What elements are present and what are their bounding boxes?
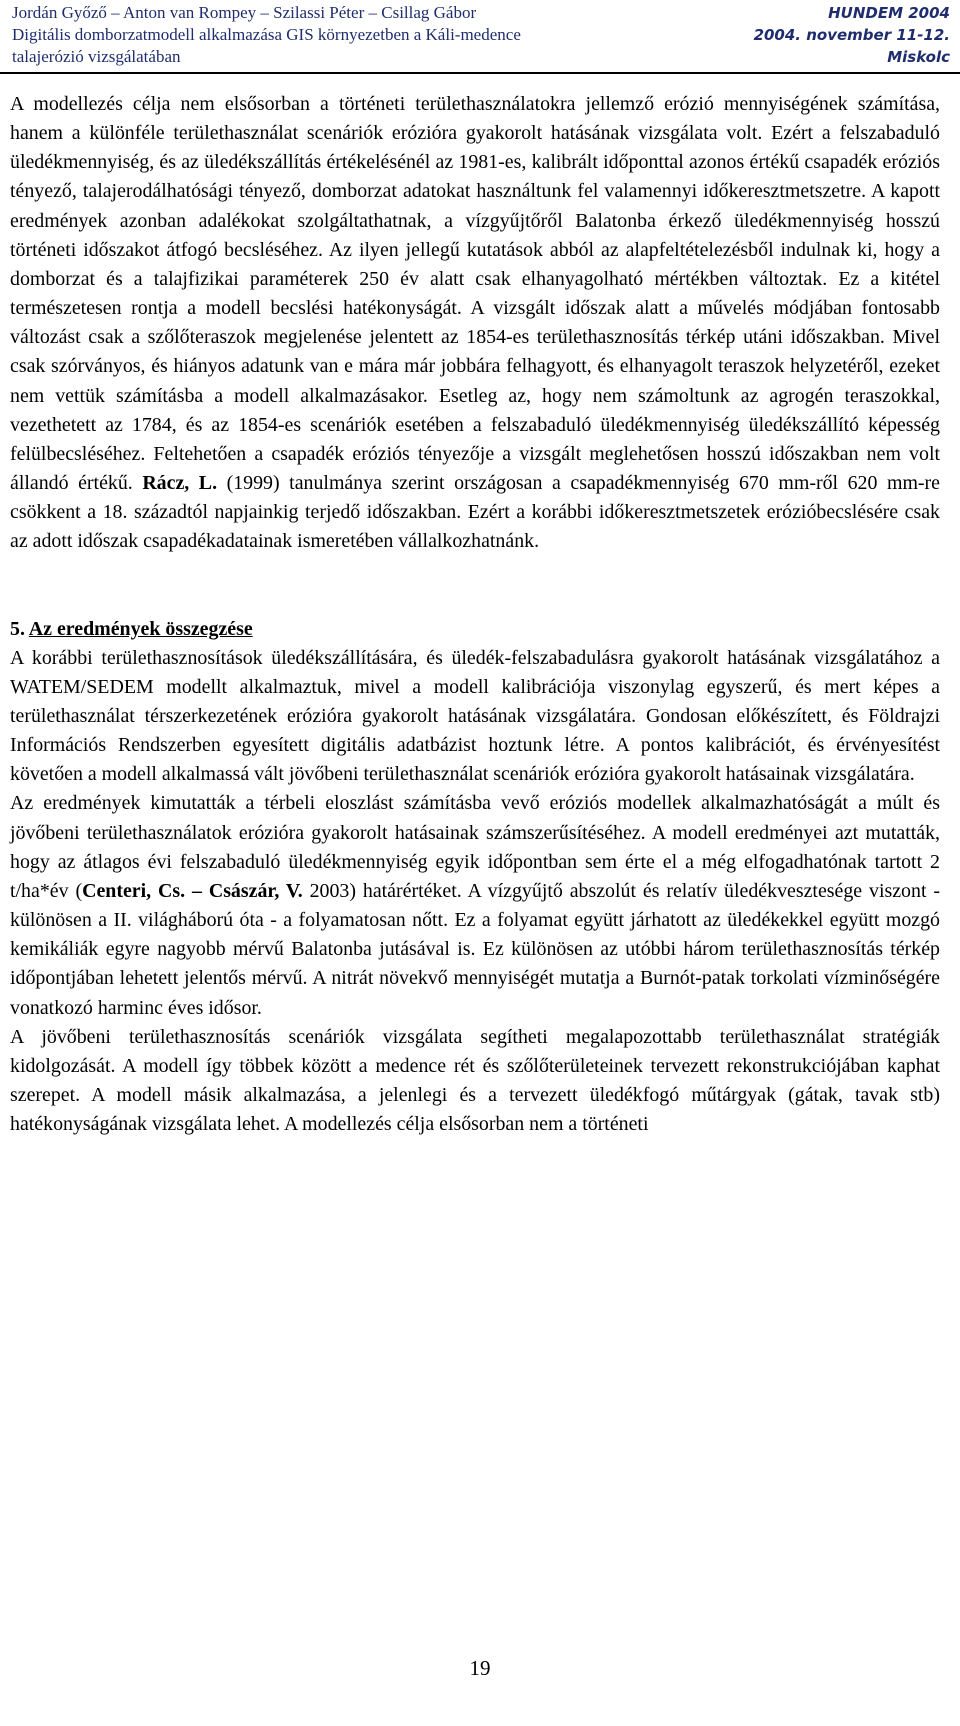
citation-racz: Rácz, L.: [142, 472, 218, 495]
body-paragraph-4: A jövőbeni területhasznosítás scenáriók vizsgálata segítheti megalapozottabb területhasználat stratégiák kidolgozását. A modell így többek között a medence rét és szőlőterületeinek tervezett rekonstrukciójában kaphat szerepet. A modell másik alkalmazása, a jelenlegi és a tervezett üledékfogó műtárgyak (gátak, tavak stb) hatékonyságának vizsgálata lehet. A modellezés célja elsősorban nem a történeti: [10, 1025, 940, 1136]
paragraph-1-text-a: A modellezés célja nem elsősorban a történeti területhasználatokra jellemző erózió mennyiségének számítása, hanem a különféle területhasználat scenáriók erózióra gyakorolt hatásának vizsgálata volt. Ezért a felszabaduló üledékmennyiség, és az üledékszállítás értékelésénél az 1981-es, kalibrált időponttal azonos értékű csapadék eróziós tényező, talajerodálhatósági tényező, domborzat adatokat használtunk fel valamennyi időkeresztmetszetre. A kapott eredmények azonban adalékokat szolgáltathatnak, a vízgyűjtőről Balatonba érkező üledékmennyiség hosszú történeti időszakot átfogó becsléséhez. Az ilyen jellegű kutatások abból az alapfeltételezésből indulnak ki, hogy a domborzat és a talajfizikai paraméterek 250 év alatt csak elhanyagolható mértékben változtak. Ez a kitétel természetesen rontja a modell becslési hatékonyságát. A vizsgált időszak alatt a művelés módjában fontosabb változást csak a szőlőteraszok megjelenése jelentett az 1854-es területhasznosítás térkép utáni időszakban. Mivel csak szórványos, és hiányos adatunk van e mára már jobbára felhagyott, és elhanyagolt teraszok helyzetéről, ezeket nem vettük számításba a modell alkalmazásakor. Esetleg az, hogy nem számoltunk az agrogén teraszokkal, vezethetett az 1784, és az 1854-es scenáriók esetében a felszabaduló üledékmennyiség üledékszállító képesség felülbecsléséhez. Feltehetően a csapadék eróziós tényezője a vizsgált meglehetősen hosszú időszakban nem volt állandó értékű.: [10, 93, 940, 495]
header-conference-name: HUNDEM 2004: [828, 4, 950, 22]
section-number: 5.: [10, 617, 29, 640]
running-header: [0, 0, 960, 74]
citation-centeri: Centeri, Cs. – Császár, V.: [82, 879, 303, 902]
header-conference-place: Miskolc: [887, 48, 950, 66]
header-title-line-2: talajerózió vizsgálatában: [12, 47, 181, 66]
paragraph-3-text-a: Az eredmények kimutatták a térbeli eloszlást számításba vevő eróziós modellek alkalmazhatóságát a múlt és jövőbeni területhasználatok erózióra gyakorolt hatásainak számszerűsítéséhez. A modell eredményei azt mutatták, hogy az átlagos évi felszabaduló üledékmennyiség egyik időpontban sem érte el a még elfogadhatónak tartott 2 t/ha*év (: [10, 792, 940, 902]
body-paragraph-2: A korábbi területhasznosítások üledékszállítására, és üledék-felszabadulásra gyakorolt hatásának vizsgálatához a WATEM/SEDEM modellt alkalmaztuk, mivel a modell kalibrációja viszonylag egyszerű, és mert képes a területhasználat térszerkezetének erózióra gyakorolt hatásának vizsgálatára. Gondosan előkészített, és Földrajzi Információs Rendszerben egyesített digitális adatbázist hoztunk létre. A pontos kalibrációt, és érvényesítést követően a modell alkalmassá vált jövőbeni területhasználat scenáriók erózióra gyakorolt hatásainak vizsgálatára.: [10, 646, 940, 786]
page-body: [10, 90, 940, 1139]
section-title-text: Az eredmények összegzése: [28, 617, 253, 640]
header-authors: Jordán Győző – Anton van Rompey – Szilassi Péter – Csillag Gábor: [12, 3, 477, 22]
section-spacer: [10, 557, 940, 615]
section-heading: [10, 615, 940, 644]
body-paragraph-1: [10, 90, 940, 557]
paragraph-3-text-b: 2003) határértéket. A vízgyűjtő abszolút és relatív üledékvesztesége viszont - különösen a II. világháború óta - a folyamatosan nőtt. Ez a folyamat együtt járhatott az üledékekkel együtt mozgó kemikáliák egyre nagyobb mérvű Balatonba jutásával is. Ez különösen az utóbbi három területhasznosítás térkép időpontjában lehetett jelentős mérvű. A nitrát növekvő mennyiségét mutatja a Burnót-patak torkolati vízminőségére vonatkozó harminc éves idősor.: [10, 879, 940, 1019]
body-paragraph-3: [10, 789, 940, 1022]
paragraph-1-text-b: (1999) tanulmánya szerint országosan a csapadékmennyiség 670 mm-ről 620 mm-re csökkent a 18. századtól napjainkig terjedő időszakban. Ezért a korábbi időkeresztmetszetek erózióbecslésére csak az adott időszak csapadékadatainak ismeretében vállalkozhatnánk.: [10, 472, 940, 553]
page-number: 19: [469, 1656, 491, 1680]
header-title-line-1: Digitális domborzatmodell alkalmazása GIS környezetben a Káli-medence: [12, 25, 521, 44]
header-conference: [754, 2, 950, 68]
header-authors-title: [12, 2, 521, 68]
header-conference-date: 2004. november 11-12.: [753, 26, 950, 44]
